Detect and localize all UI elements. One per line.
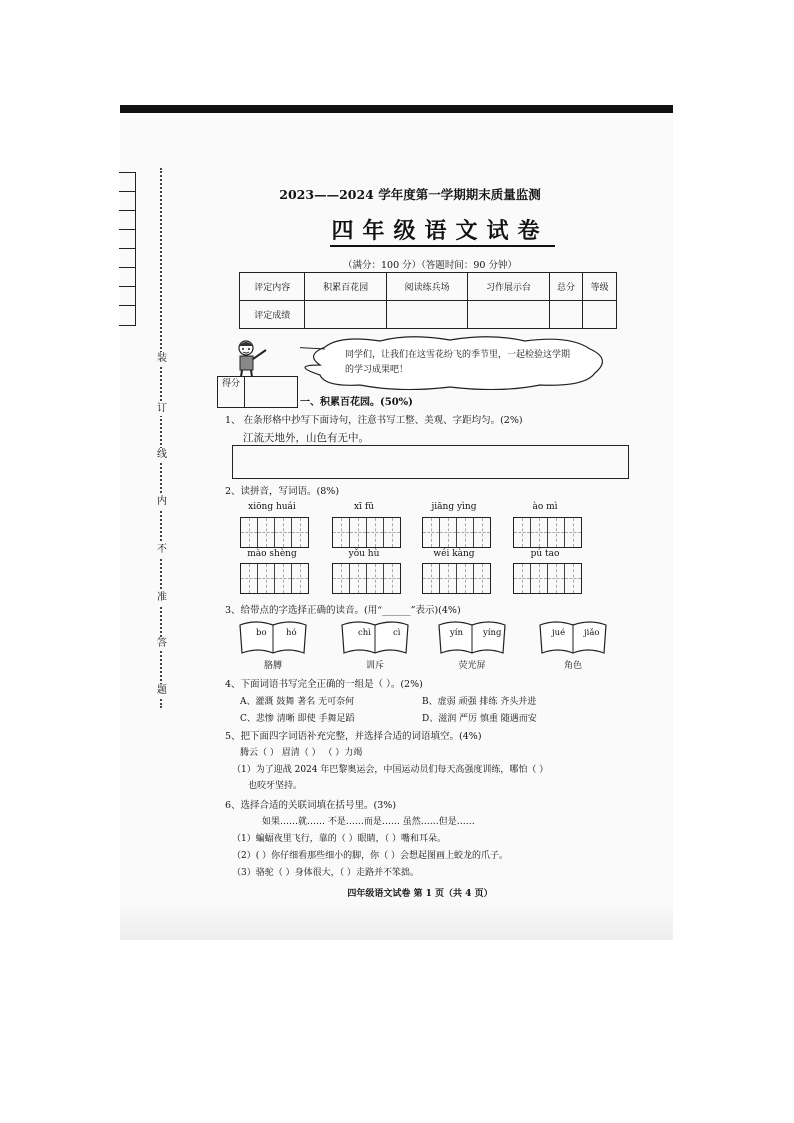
question-4-text: 4、下面词语书写完全正确的一组是（ ）。(2%): [225, 679, 423, 690]
score-input-cell[interactable]: [305, 301, 386, 329]
side-info-line: [119, 248, 136, 268]
score-input-cell[interactable]: [386, 301, 467, 329]
side-info-line: [119, 229, 136, 249]
score-table: [239, 272, 617, 329]
reading-option[interactable]: chì: [358, 628, 371, 638]
answer-option[interactable]: A、灌溉 鼓舞 著名 无可奈何: [240, 697, 355, 707]
score-input-cell[interactable]: [549, 301, 583, 329]
question-2-text: 2、读拼音，写词语。(8%): [225, 486, 340, 497]
conjunction-fill-line[interactable]: （2）( ）你仔细看那些细小的脚，你（ ）会想起图画上蛟龙的爪子。: [232, 851, 508, 861]
score-input-cell[interactable]: [468, 301, 549, 329]
pinyin-label: ào mì: [532, 502, 558, 512]
page-footer: 四年级语文试卷 第 1 页（共 4 页）: [347, 889, 493, 899]
side-info-line: [119, 172, 136, 192]
conjunction-fill-line[interactable]: （3）骆驼（ ）身体很大，（ ）走路并不笨拙。: [232, 868, 419, 878]
reading-option[interactable]: bo: [256, 628, 267, 638]
reading-option[interactable]: yíng: [483, 628, 502, 638]
character-grid[interactable]: [422, 517, 491, 548]
character-grid[interactable]: [240, 563, 309, 594]
binding-char: 准: [157, 592, 167, 603]
sentence-fill-line[interactable]: （1）为了迎战 2024 年巴黎奥运会，中国运动员们每天高强度训练，哪怕（ ）: [232, 765, 549, 775]
target-word: 胳膊: [263, 661, 282, 671]
score-row-label: 评定成绩: [240, 301, 305, 329]
pinyin-label: jiāng yìng: [431, 502, 477, 512]
score-input-cell[interactable]: [583, 301, 617, 329]
pinyin-label: wéi kàng: [433, 549, 475, 559]
exam-subtitle: （满分：100 分）（答题时间：90 分钟）: [342, 260, 517, 271]
student-cartoon-icon: [232, 338, 272, 378]
copy-writing-box[interactable]: [232, 445, 629, 479]
reading-option[interactable]: jué: [552, 628, 566, 638]
conjunction-fill-line[interactable]: （1）蝙蝠夜里飞行，靠的（ ）眼睛，（ ）嘴和耳朵。: [232, 834, 446, 844]
answer-option[interactable]: B、虚弱 顽强 排练 齐头并进: [422, 697, 537, 707]
conjunction-choices: 如果……就…… 不是……而是…… 虽然……但是……: [262, 817, 475, 827]
title-underline: [330, 245, 555, 247]
target-word: 角色: [563, 661, 582, 671]
reading-option[interactable]: hó: [286, 628, 297, 638]
encouragement-text: 同学们，让我们在这雪花纷飞的季节里，一起检验这学期的学习成果吧！: [345, 350, 571, 375]
binding-char: 内: [157, 496, 167, 507]
reading-option[interactable]: jiǎo: [584, 628, 600, 638]
answer-option[interactable]: D、滋润 严厉 慎重 随遇而安: [422, 714, 537, 724]
character-grid[interactable]: [332, 517, 401, 548]
target-word: 训斥: [365, 661, 384, 671]
poem-line: 江流天地外，山色有无中。: [243, 432, 369, 444]
pinyin-label: xiōng huái: [248, 502, 296, 512]
score-box-input[interactable]: [245, 377, 297, 407]
pinyin-label: pú tao: [530, 549, 560, 559]
character-grid[interactable]: [240, 517, 309, 548]
character-grid[interactable]: [332, 563, 401, 594]
sentence-continuation: 也咬牙坚持。: [248, 781, 303, 791]
character-grid[interactable]: [422, 563, 491, 594]
score-box-label: 得分: [218, 377, 245, 407]
side-info-line: [119, 210, 136, 230]
character-grid[interactable]: [513, 563, 582, 594]
side-info-line: [119, 286, 136, 306]
binding-char: 不: [157, 544, 167, 555]
score-header-cell: 积累百花园: [305, 273, 386, 301]
character-grid[interactable]: [513, 517, 582, 548]
score-header-cell: 阅读练兵场: [386, 273, 467, 301]
pinyin-label: mào shèng: [247, 549, 297, 559]
binding-char: 题: [157, 685, 167, 696]
exam-year-title: 2023——2024 学年度第一学期期末质量监测: [279, 187, 541, 202]
binding-char: 订: [157, 403, 167, 414]
question-3-text: 3、给带点的字选择正确的读音。(用“______”表示)(4%): [225, 605, 461, 616]
score-header-cell: 评定内容: [240, 273, 305, 301]
pinyin-label: yǒu hù: [348, 549, 380, 559]
answer-option[interactable]: C、悲惨 清晰 即使 手舞足蹈: [240, 714, 355, 724]
binding-dotted-line: [160, 168, 162, 708]
score-header-cell: 等级: [583, 273, 617, 301]
side-info-line: [119, 191, 136, 211]
score-header-cell: 总分: [549, 273, 583, 301]
pinyin-label: xī fū: [354, 502, 374, 512]
exam-main-title: 四年级语文试卷: [331, 218, 549, 244]
top-black-bar: [120, 105, 673, 113]
question-6-text: 6、选择合适的关联词填在括号里。(3%): [225, 800, 397, 811]
score-header-cell: 习作展示台: [468, 273, 549, 301]
side-info-line: [119, 267, 136, 287]
binding-char: 答: [157, 638, 167, 649]
binding-char: 线: [157, 449, 167, 460]
reading-option[interactable]: yín: [450, 628, 463, 638]
section-title: 一、积累百花园。(50%): [300, 397, 413, 408]
side-info-line: [119, 305, 136, 326]
open-book-icon: [238, 617, 308, 657]
question-1-text: 1、 在条形格中抄写下面诗句，注意书写工整、美观、字距均匀。(2%): [225, 415, 523, 426]
target-word: 荧光屏: [458, 661, 486, 671]
question-5-text: 5、把下面四字词语补充完整，并选择合适的词语填空。(4%): [225, 731, 482, 742]
reading-option[interactable]: cì: [393, 628, 401, 638]
section-score-box: [217, 376, 298, 408]
binding-char: 装: [157, 353, 167, 364]
scan-shadow: [120, 900, 673, 940]
idiom-fill-line[interactable]: 腾云（ ） 眉清（ ） （ ）力竭: [240, 748, 363, 758]
